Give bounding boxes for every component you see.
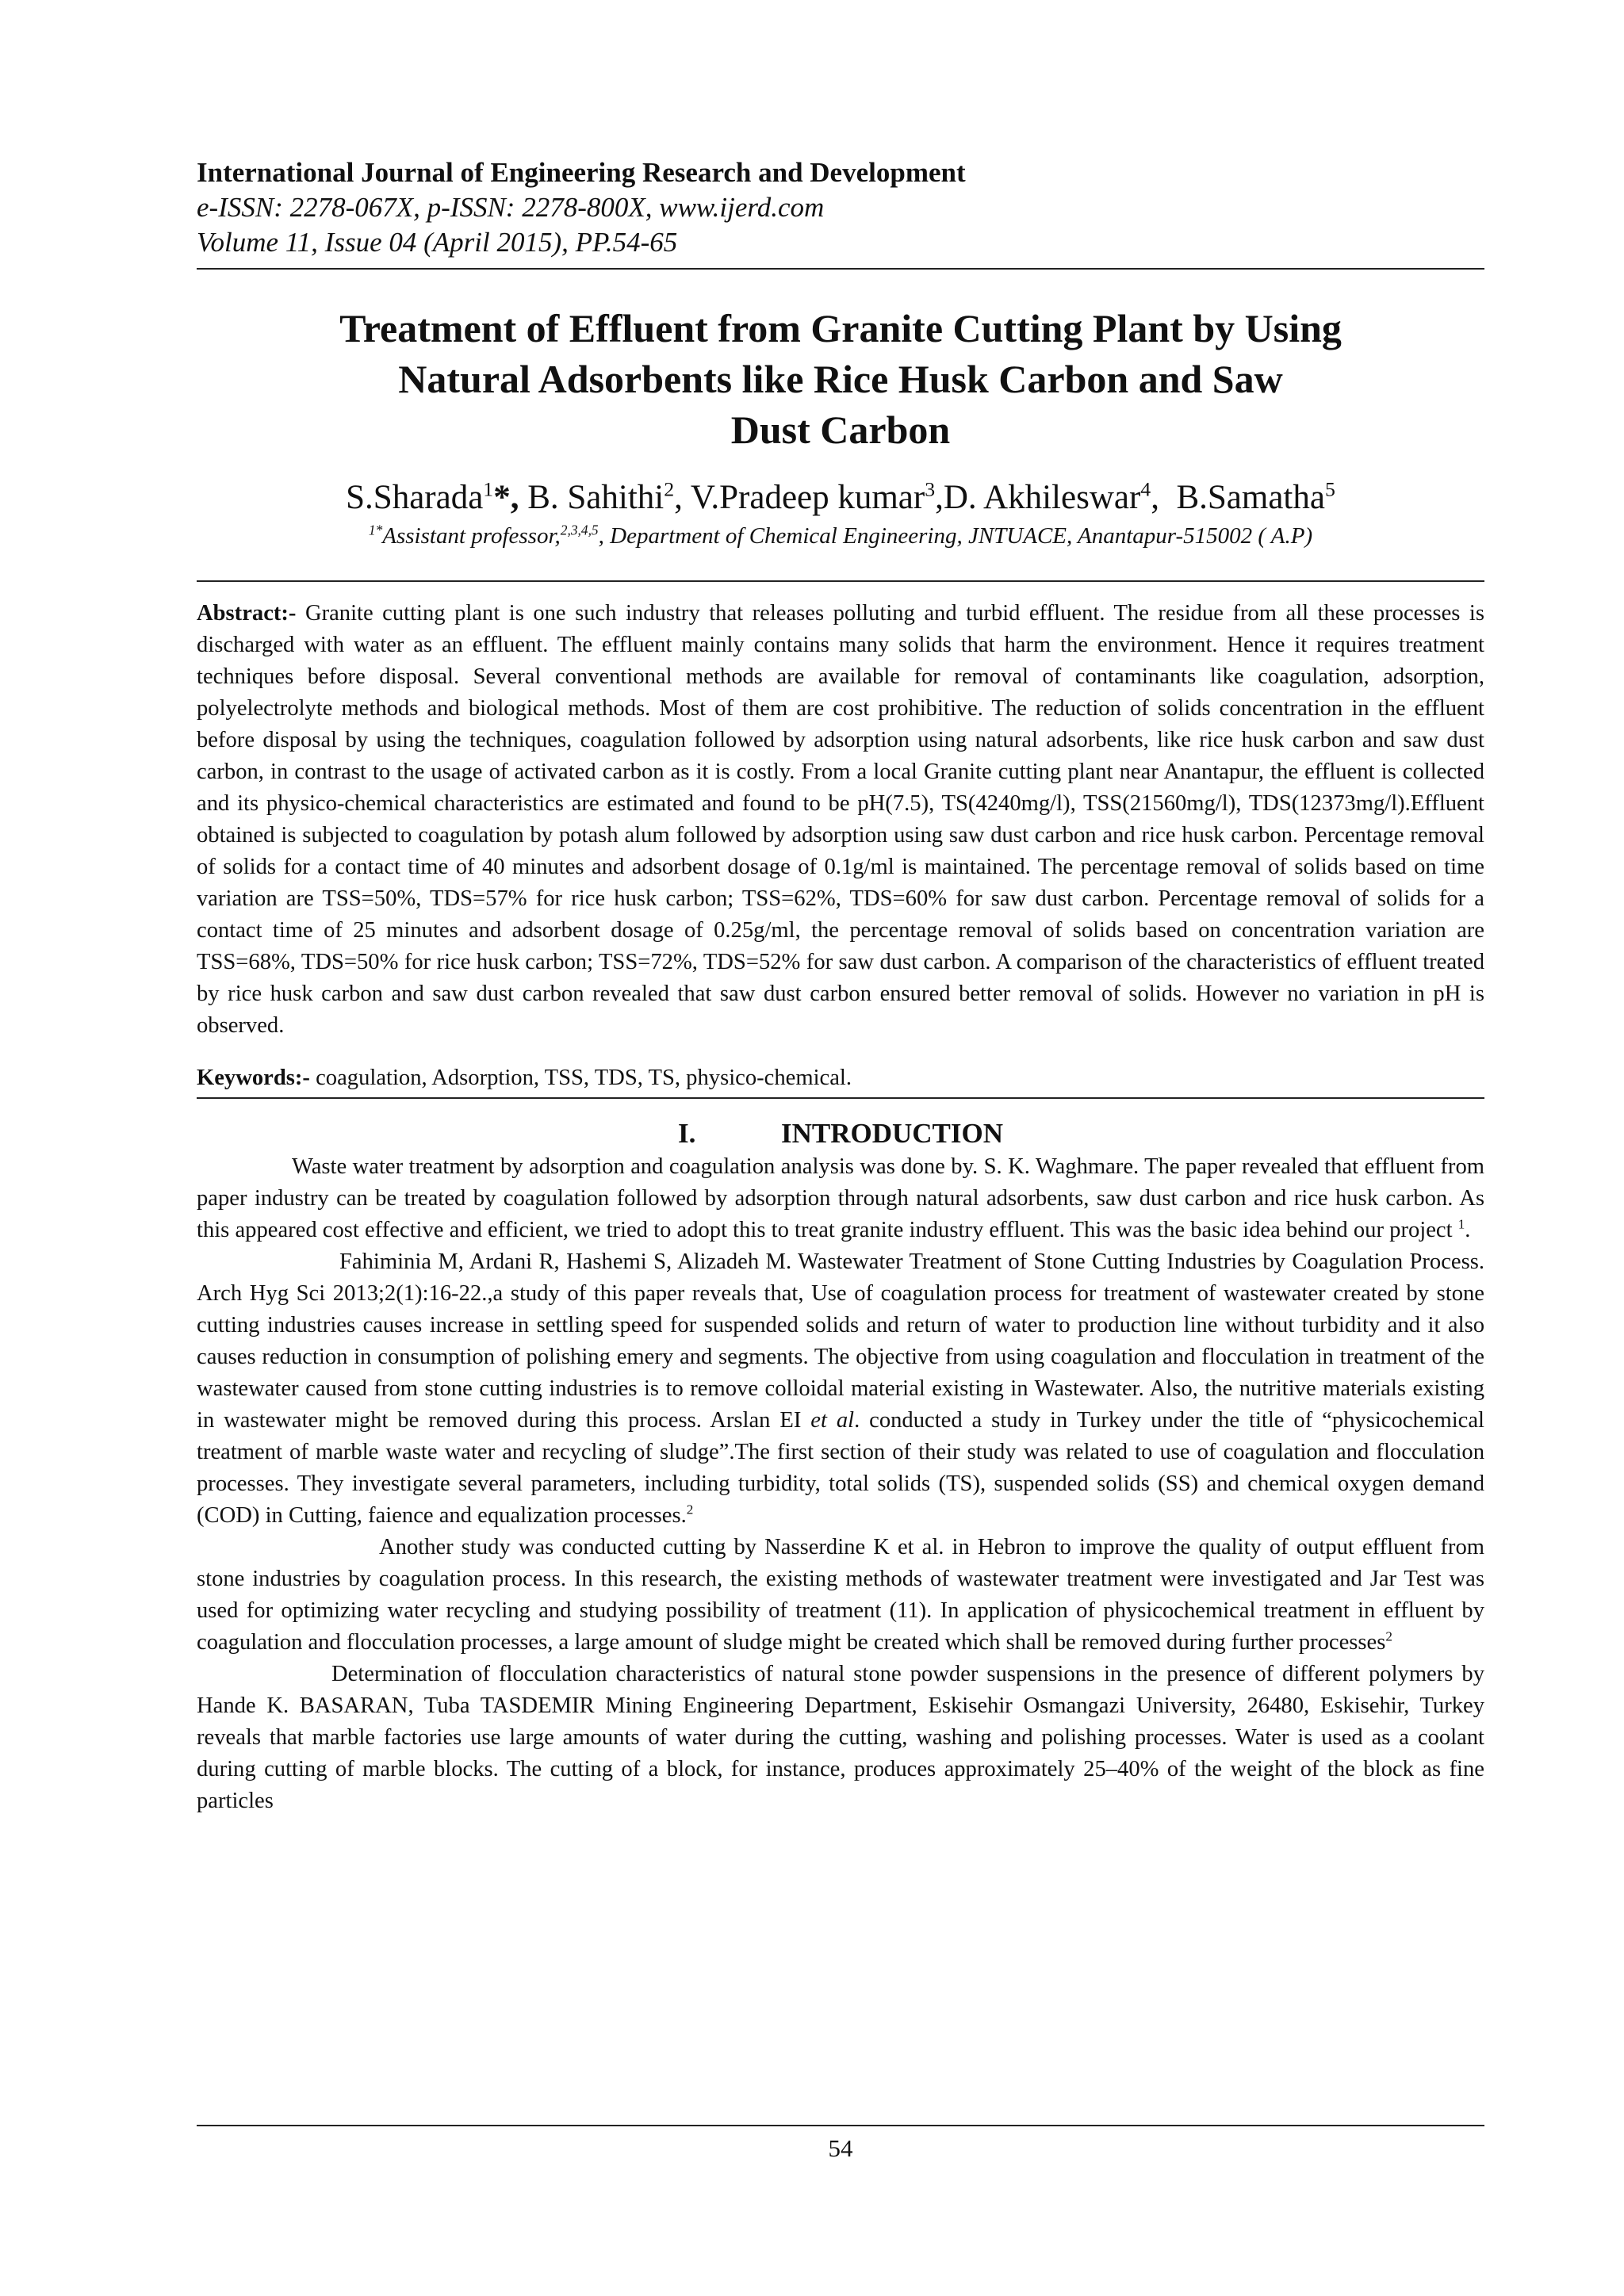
author-1-sup: 1 [483,477,494,501]
header-rule [197,268,1484,270]
journal-header [197,155,1484,260]
intro-p3-sup: 2 [1385,1628,1392,1644]
abstract-label: Abstract:- [197,601,297,626]
intro-paragraph-2 [197,1246,1484,1532]
author-4: ,D. Akhileswar [935,479,1141,516]
author-list [197,476,1484,520]
section-number: I. [677,1118,696,1149]
intro-p2-text-a: Fahiminia M, Ardani R, Hashemi S, Alizadeh M. Wastewater Treatment of Stone Cutting Industries by Coagulation Process. Arch Hyg Sci 2013;2(1):16-22.,a study of this paper reveals that, Use of coagulation process for treatment of wastewater created by stone cutting industries causes increase in settling speed for suspended solids and return of water to production line without turbidity and it also causes reduction in consumption of polishing emery and segments. The objective from using coagulation and flocculation in treatment of the wastewater caused from stone cutting industries is to remove colloidal material existing in Wastewater. Also, the nutritive materials existing in wastewater might be removed during this process. Arslan EI [197,1249,1484,1433]
intro-p2-text-b: . conducted a study in Turkey under the title of “physicochemical treatment of marble waste water and recycling of sludge”.The first section of their study was related to use of coagulation and flocculation processes. They investigate several parameters, including turbidity, total solids (TS), suspended solids (SS) and chemical oxygen demand (COD) in Cutting, faience and equalization processes. [197,1408,1484,1528]
title-line-3: Dust Carbon [730,408,951,452]
intro-p2-italic: et al [810,1408,855,1433]
author-4-sup: 4 [1140,477,1151,501]
intro-p1-sup: 1 [1457,1216,1465,1232]
title-line-2: Natural Adsorbents like Rice Husk Carbon and Saw [398,357,1283,401]
intro-p1-end: . [1465,1218,1471,1242]
keywords [197,1062,1484,1094]
intro-paragraph-3 [197,1532,1484,1659]
affil-sup-2: 2,3,4,5 [560,522,599,538]
paper-page [197,155,1484,1817]
affil-text-1: Assistant professor, [382,523,561,549]
author-3-sup: 3 [925,477,936,501]
abstract [197,598,1484,1042]
intro-paragraph-4 [197,1659,1484,1817]
author-3: , V.Pradeep kumar [674,479,925,516]
author-1: S.Sharada [346,479,484,516]
keywords-rule [197,1097,1484,1099]
section-heading-introduction [197,1116,1484,1151]
journal-name: International Journal of Engineering Research and Development [197,157,966,188]
author-2-sup: 2 [664,477,675,501]
keywords-text: coagulation, Adsorption, TSS, TDS, TS, physico-chemical. [309,1066,852,1090]
keywords-label: Keywords:- [197,1066,310,1090]
abstract-text: Granite cutting plant is one such industry that releases polluting and turbid effluent. The residue from all these processes is discharged with water as an effluent. The effluent mainly contains many solids that harm the environment. Hence it requires treatment techniques before disposal. Several conventional methods are available for removal of contaminants like coagulation, adsorption, polyelectrolyte methods and biological methods. Most of them are cost prohibitive. The reduction of solids concentration in the effluent before disposal by using the techniques, coagulation followed by adsorption using natural adsorbents, like rice husk carbon and saw dust carbon, in contrast to the usage of activated carbon as it is costly. From a local Granite cutting plant near Anantapur, the effluent is collected and its physico-chemical characteristics are estimated and found to be pH(7.5), TS(4240mg/l), TSS(21560mg/l), TDS(12373mg/l).Effluent obtained is subjected to coagulation by potash alum followed by adsorption using saw dust carbon and rice husk carbon. Percentage removal of solids for a contact time of 40 minutes and adsorbent dosage of 0.1g/ml is maintained. The percentage removal of solids based on time variation are TSS=50%, TDS=57% for rice husk carbon; TSS=62%, TDS=60% for saw dust carbon. Percentage removal of solids for a contact time of 25 minutes and adsorbent dosage of 0.25g/ml, the percentage removal of solids based on concentration variation are TSS=68%, TDS=50% for rice husk carbon; TSS=72%, TDS=52% for saw dust carbon. A comparison of the characteristics of effluent treated by rice husk carbon and saw dust carbon revealed that saw dust carbon ensured better removal of solids. However no variation in pH is observed. [197,601,1484,1038]
section-title: INTRODUCTION [780,1118,1004,1149]
intro-p2-sup: 2 [686,1502,694,1517]
intro-paragraph-1 [197,1151,1484,1246]
paper-title [197,303,1484,455]
affil-sup-1: 1* [368,522,383,538]
title-line-1: Treatment of Effluent from Granite Cutting Plant by Using [339,306,1342,350]
intro-p1-text: Waste water treatment by adsorption and coagulation analysis was done by. S. K. Waghmare. The paper revealed that effluent from paper industry can be treated by coagulation followed by adsorption through natural adsorbents, saw dust carbon and rice husk carbon. As this appeared cost effective and efficient, we tried to adopt this to treat granite industry effluent. This was the basic idea behind our project [197,1154,1484,1242]
page-number: 54 [828,2134,853,2162]
intro-p4-text: Determination of flocculation characteristics of natural stone powder suspensions in the presence of different polymers by Hande K. BASARAN, Tuba TASDEMIR Mining Engineering Department, Eskisehir Osmangazi University, 26480, Eskisehir, Turkey reveals that marble factories use large amounts of water during the cutting, washing and polishing processes. Water is used as a coolant during cutting of marble blocks. The cutting of a block, for instance, produces approximately 25–40% of the weight of the block as fine particles [197,1662,1484,1813]
affiliation [197,520,1484,552]
author-5-sup: 5 [1324,477,1335,501]
affil-text-2: , Department of Chemical Engineering, JNTUACE, Anantapur-515002 ( A.P) [598,523,1313,549]
author-2: B. Sahithi [519,479,665,516]
journal-volume: Volume 11, Issue 04 (April 2015), PP.54-65 [197,227,678,258]
footer-rule [197,2125,1484,2126]
abstract-top-rule [197,580,1484,582]
author-1-mark: *, [493,479,519,516]
journal-issn: e-ISSN: 2278-067X, p-ISSN: 2278-800X, www.ijerd.com [197,192,825,223]
intro-p3-text: Another study was conducted cutting by Nasserdine K et al. in Hebron to improve the quality of output effluent from stone industries by coagulation process. In this research, the existing methods of wastewater treatment were investigated and Jar Test was used for optimizing water recycling and studying possibility of treatment (11). In application of physicochemical treatment in effluent by coagulation and flocculation processes, a large amount of sludge might be created which shall be removed during further processes [197,1535,1484,1655]
author-5: , B.Samatha [1151,479,1325,516]
